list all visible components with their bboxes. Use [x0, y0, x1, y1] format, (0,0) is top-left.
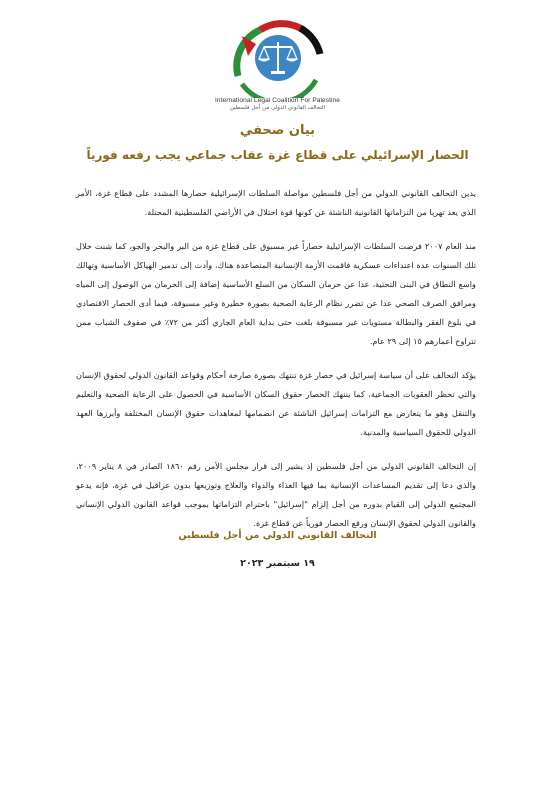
- statement-date: ١٩ سبتمبر ٢٠٢٣: [240, 558, 315, 569]
- paragraph-call-to-action: إن التحالف القانوني الدولي من أجل فلسطين إذ يشير إلى قرار مجلس الأمن رقم ١٨٦٠ الصادر في ٨ يناير ٢٠٠٩، والذي دعا إلى تقديم المساعدات الإنسانية بما فيها الغذاء والدواء والعلاج وتوزيعها بدون عراقيل في غزة، فإنه يدعو المجتمع الدولي إلى القيام بدوره من أجل إلزام "إسرائيل" باحترام التزاماتها بموجب قواعد القانون الدولي الإنساني والقانون الدولي لحقوق الإنسان ورفع الحصار فورياً عن قطاع غزة.: [76, 461, 476, 528]
- organization-name-english: International Legal Coalition For Palestine: [215, 97, 340, 104]
- paragraph-condemnation: يدين التحالف القانوني الدولي من أجل فلسطين مواصلة السلطات الإسرائيلية حصارها المشدد على قطاع غزة، الأمر الذي يعد تهربا من التزاماتها القانونية الناشئة عن كونها قوة احتلال في الأراضي الفلسطينية المحتلة.: [76, 188, 476, 217]
- statement-headline: الحصار الإسرائيلي على قطاع غزة عقاب جماعي يجب رفعه فورياً: [86, 148, 469, 162]
- paragraph-background: منذ العام ٢٠٠٧ فرضت السلطات الإسرائيلية حصاراً غير مسبوق على قطاع غزة من البر والبحر والجو، كما شنت خلال تلك السنوات عدة اعتداءات عسكرية فاقمت الأزمة الإنسانية المتصاعدة هناك، وأدت إلى تدمير الهياكل الأساسية وتهالك واسع النطاق في البنى التحتية، عدا عن حرمان السكان من السلع الأساسية إضافة إلى الحرمان من الوصول إلى المياه ومرافق الصرف الصحي عدا عن تضرر نظام الرعاية الصحية بصورة خطيرة وغير مسبوقة، فيما أدى الحصار الاقتصادي في بلوغ الفقر والبطالة مستويات غير مسبوقة بلغت حتى بداية العام الجاري أكثر من ٧٢٪ في صفوف الشباب ممن تتراوح أعمارهم ١٥ إلى ٢٩ عام.: [76, 241, 476, 346]
- signature: التحالف القانوني الدولي من أجل فلسطين: [178, 530, 377, 541]
- paragraph-legal-violation: يؤكد التحالف على أن سياسة إسرائيل في حصار غزة تنتهك بصورة صارخة أحكام وقواعد القانون الدولي لحقوق الإنسان والتي تحظر العقوبات الجماعية، كما ينتهك الحصار حقوق السكان الأساسية في الحصول على الرعاية الصحية والتعليم والتنقل وهو ما يتعارض مع التزامات إسرائيل الناشئة عن انضمامها لمعاهدات حقوق الإنسان المختلفة وأبرزها العهد الدولي للحقوق السياسية والمدنية.: [76, 370, 476, 437]
- organization-name-arabic: التحالف القانوني الدولي من أجل فلسطين: [229, 105, 326, 111]
- statement-body: [76, 184, 476, 548]
- scales-of-justice-icon: [208, 14, 348, 98]
- press-release-label: بيان صحفي: [239, 123, 316, 138]
